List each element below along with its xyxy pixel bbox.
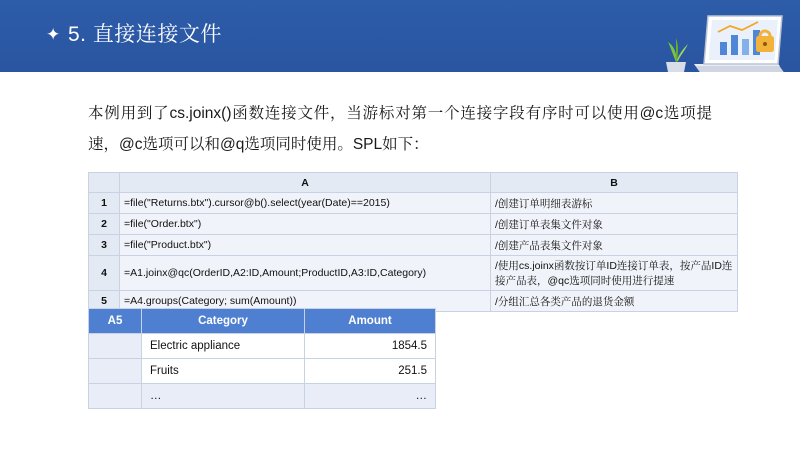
table-row (89, 235, 738, 256)
result-table-header (89, 309, 436, 334)
cell-b: /创建产品表集文件对象 (491, 235, 738, 256)
table-header-row (89, 309, 436, 334)
column-header-category: Category (142, 309, 305, 334)
cell-amount: 1854.5 (305, 334, 436, 359)
code-table-header (89, 173, 738, 193)
row-index: 3 (89, 235, 120, 256)
cell-reference-label: A5 (89, 309, 142, 334)
row-gutter (89, 384, 142, 409)
code-table-body (89, 193, 738, 312)
row-index: 1 (89, 193, 120, 214)
table-row (89, 359, 436, 384)
spl-code-table (88, 172, 738, 312)
cell-a: =A1.joinx@qc(OrderID,A2:ID,Amount;ProductID,A3:ID,Category) (120, 256, 491, 291)
cell-b: /创建订单表集文件对象 (491, 214, 738, 235)
cell-b: /创建订单明细表游标 (491, 193, 738, 214)
column-header-index (89, 173, 120, 193)
cell-a: =A4.groups(Category; sum(Amount)) (120, 291, 491, 312)
cell-category: Fruits (142, 359, 305, 384)
result-table-body (89, 334, 436, 409)
cell-b: /使用cs.joinx函数按订单ID连接订单表，按产品ID连接产品表，@qc选项同时使用进行提速 (491, 256, 738, 291)
column-header-b: B (491, 173, 738, 193)
table-header-row (89, 173, 738, 193)
body-paragraph: 本例用到了cs.joinx()函数连接文件，当游标对第一个连接字段有序时可以使用@c选项提速，@c选项可以和@q选项同时使用。SPL如下： (88, 105, 712, 153)
table-row (89, 214, 738, 235)
result-table (88, 308, 436, 409)
table-row (89, 193, 738, 214)
table-row (89, 256, 738, 291)
cell-a: =file("Order.btx") (120, 214, 491, 235)
laptop-illustration-icon (660, 2, 790, 72)
cell-b: /分组汇总各类产品的退货金额 (491, 291, 738, 312)
cell-a: =file("Returns.btx").cursor@b().select(year(Date)==2015) (120, 193, 491, 214)
row-index: 2 (89, 214, 120, 235)
row-gutter (89, 334, 142, 359)
table-row (89, 334, 436, 359)
page-title: 5. 直接连接文件 (68, 23, 222, 46)
column-header-a: A (120, 173, 491, 193)
row-index: 5 (89, 291, 120, 312)
cell-amount: 251.5 (305, 359, 436, 384)
cell-amount: … (305, 384, 436, 409)
column-header-amount: Amount (305, 309, 436, 334)
table-row (89, 384, 436, 409)
sparkle-icon: ✦ (46, 25, 61, 44)
row-index: 4 (89, 256, 120, 291)
cell-a: =file("Product.btx") (120, 235, 491, 256)
slide-header (0, 0, 800, 72)
row-gutter (89, 359, 142, 384)
cell-category: … (142, 384, 305, 409)
cell-category: Electric appliance (142, 334, 305, 359)
